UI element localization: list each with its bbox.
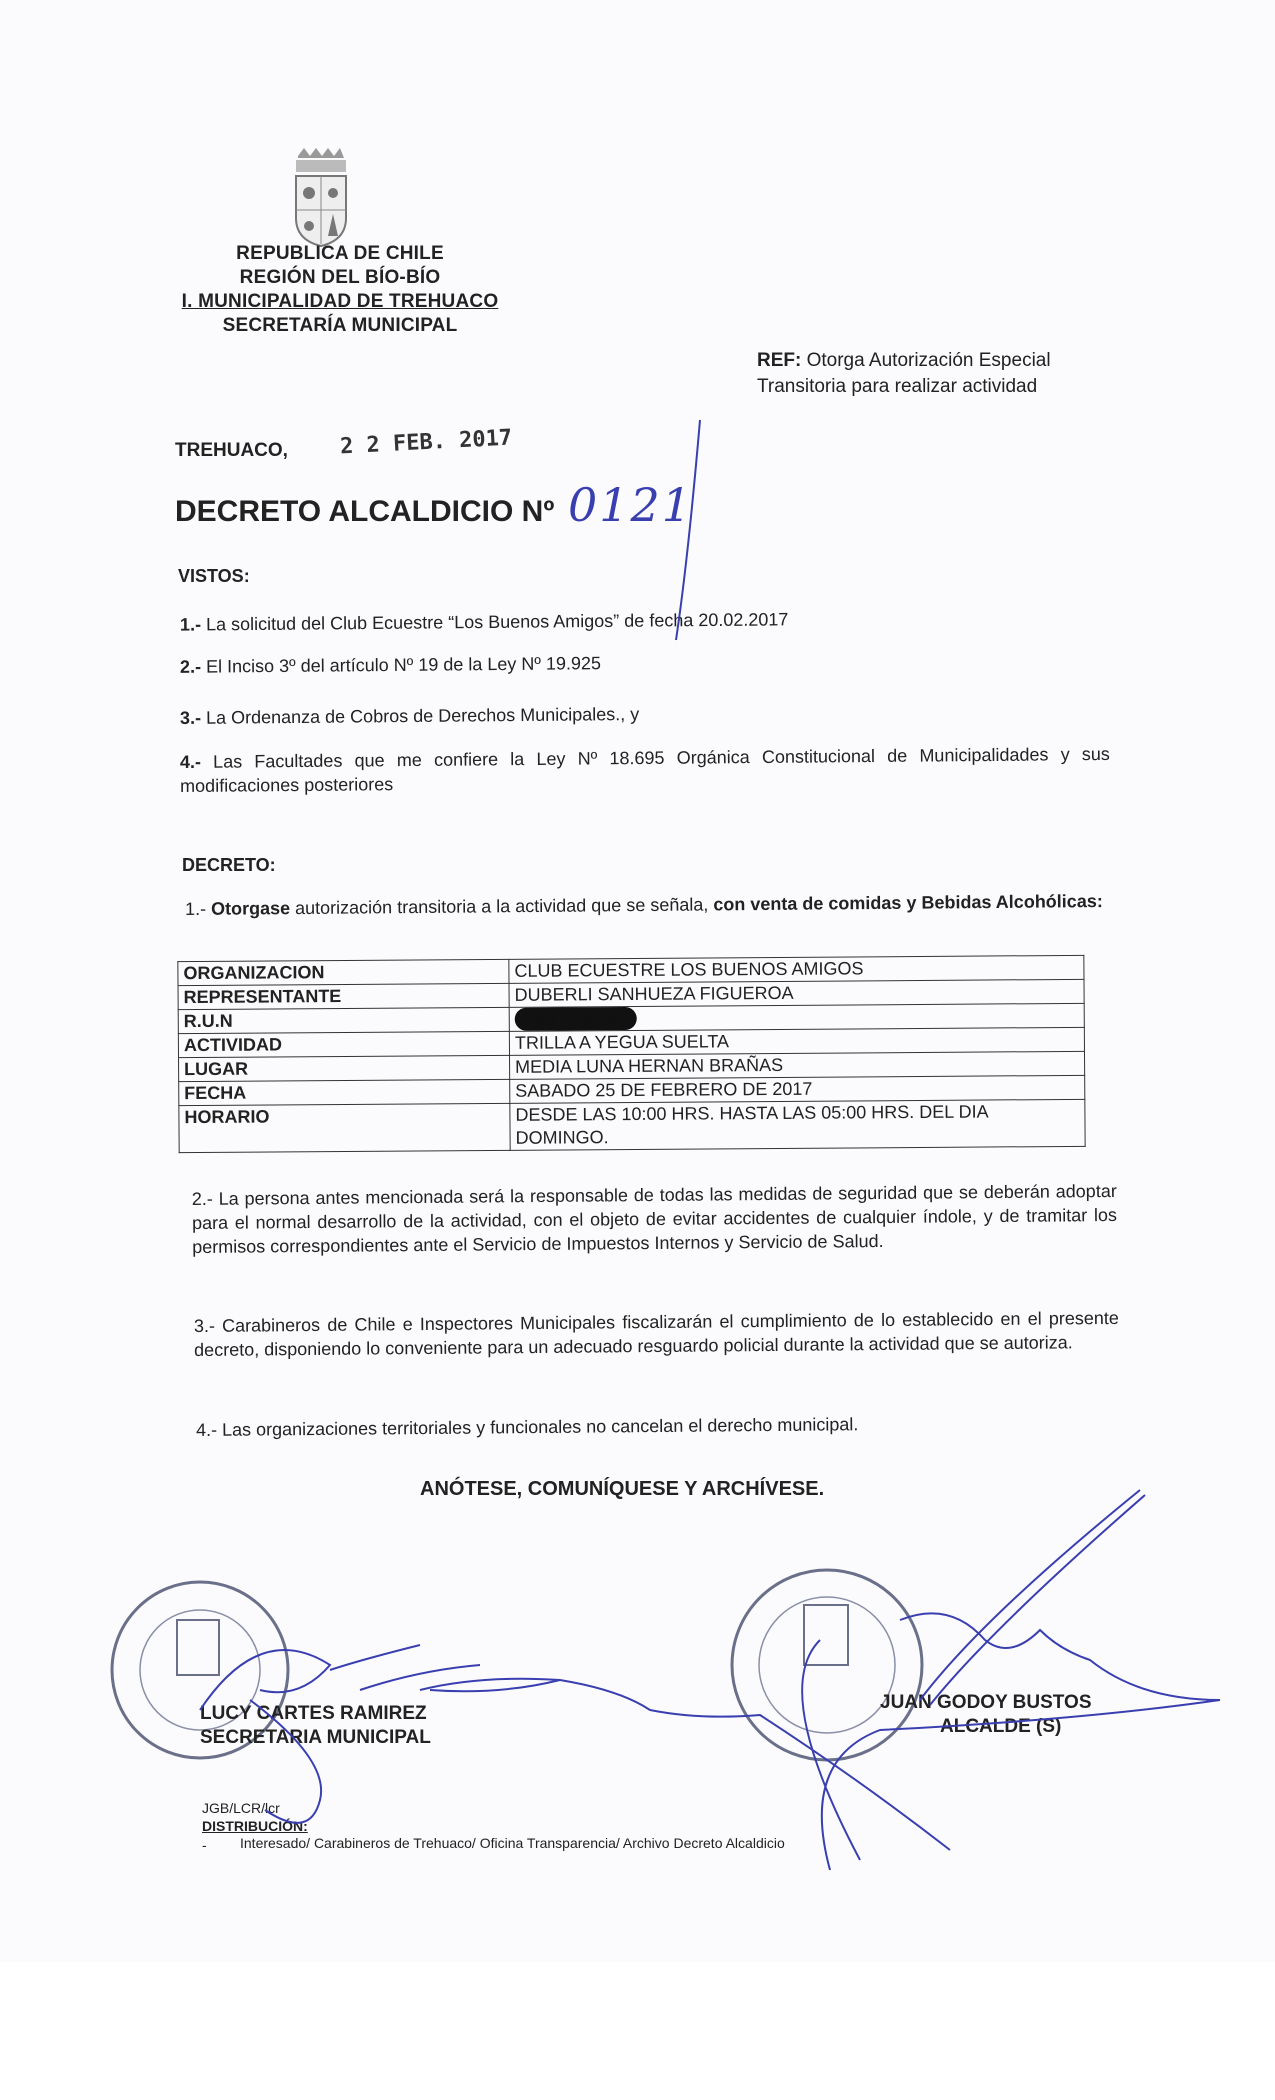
coat-of-arms-icon — [290, 148, 352, 248]
table-value: CLUB ECUESTRE LOS BUENOS AMIGOS — [509, 955, 1084, 983]
item-text: El Inciso 3º del artículo Nº 19 de la Ley Nº 19.925 — [205, 653, 602, 677]
visto-item-4 — [180, 742, 1110, 798]
secretary-name: LUCY CARTES RAMIREZ — [200, 1703, 427, 1724]
decreto-paragraph-3: 3.- Carabineros de Chile e Inspectores Municipales fiscalizarán el cumplimiento de lo establecido en el presente decreto, disponiendo lo conveniente para un adecuado resguardo policial durante la actividad que se autoriza. — [193, 1307, 1119, 1361]
distribution-list: Interesado/ Carabineros de Trehuaco/ Oficina Transparencia/ Archivo Decreto Alcaldicio — [240, 1835, 785, 1851]
redacted-run: 15.172.319-5 — [515, 1007, 637, 1031]
table-key: HORARIO — [179, 1103, 510, 1152]
distribution-bullet: - — [202, 1837, 207, 1853]
visto-item-3 — [180, 704, 639, 729]
table-key: ACTIVIDAD — [178, 1031, 509, 1057]
header-republic: REPUBLICA DE CHILE — [236, 243, 444, 264]
decreto-paragraph-4: 4.- Las organizaciones territoriales y funcionales no cancelan el derecho municipal. — [195, 1414, 859, 1441]
item-text: La solicitud del Club Ecuestre “Los Buenos Amigos” de fecha 20.02.2017 — [205, 609, 789, 635]
ref-line2: Transitoria para realizar actividad — [757, 376, 1038, 397]
date-stamp: 2 2 FEB. 2017 — [339, 425, 513, 460]
bold-text: con venta de comidas y Bebidas Alcohólicas: — [713, 891, 1103, 915]
paragraph-text: autorización transitoria a la actividad que se señala, — [295, 894, 709, 919]
decreto-heading: DECRETO: — [182, 855, 276, 875]
item-number: 1.- — [179, 614, 202, 635]
item-number: 4.- — [179, 751, 202, 773]
decreto-paragraph-2: 2.- La persona antes mencionada será la responsable de todas las medidas de seguridad que se deberán adoptar para el normal desarrollo de la actividad, con el objeto de evitar accidentes de cualquier índole, y de tramitar los permisos correspondientes ante el Servicio de Impuestos Internos y Servicio de Salud. — [191, 1180, 1118, 1258]
decreto-paragraph-1 — [185, 889, 1110, 921]
header-secretaria: SECRETARÍA MUNICIPAL — [222, 315, 458, 336]
table-key: R.U.N — [178, 1007, 509, 1033]
item-text: Las Facultades que me confiere la Ley Nº 18.695 Orgánica Constitucional de Municipalidades y sus modificaciones posteriores — [180, 743, 1110, 797]
table-key: LUGAR — [179, 1055, 510, 1081]
item-number: 3.- — [179, 707, 202, 729]
table-value: MEDIA LUNA HERNAN BRAÑAS — [510, 1051, 1085, 1079]
ref-label: REF: — [757, 350, 802, 371]
table-key: REPRESENTANTE — [178, 983, 509, 1009]
table-value: TRILLA A YEGUA SUELTA — [509, 1027, 1084, 1055]
decree-number: 0121 — [568, 478, 694, 532]
mayor-title: ALCALDE (S) — [940, 1716, 1062, 1737]
mayor-name: JUAN GODOY BUSTOS — [880, 1692, 1092, 1713]
ref-line1: Otorga Autorización Especial — [806, 350, 1051, 371]
bold-text: Otorgase — [210, 898, 291, 919]
place: TREHUACO, — [175, 440, 288, 461]
visto-item-2 — [180, 653, 601, 678]
paragraph-number: 1.- — [184, 898, 207, 920]
reference — [757, 350, 1051, 372]
item-number: 2.- — [179, 656, 202, 677]
secretary-title: SECRETARIA MUNICIPAL — [200, 1727, 431, 1748]
header-region: REGIÓN DEL BÍO-BÍO — [239, 267, 441, 288]
header-municipality: I. MUNICIPALIDAD DE TREHUACO — [181, 291, 499, 312]
closing-formula: ANÓTESE, COMUNÍQUESE Y ARCHÍVESE. — [420, 1478, 825, 1500]
table-key: ORGANIZACION — [178, 959, 509, 985]
initials: JGB/LCR/lcr — [202, 1800, 280, 1816]
vistos-heading: VISTOS: — [178, 566, 250, 586]
table-value: DESDE LAS 10:00 HRS. HASTA LAS 05:00 HRS. DEL DIA DOMINGO. — [510, 1099, 1085, 1150]
table-row — [179, 1099, 1085, 1152]
item-text: La Ordenanza de Cobros de Derechos Municipales., y — [205, 703, 640, 728]
table-key: FECHA — [179, 1079, 510, 1105]
distribution-label: DISTRIBUCIÓN: — [202, 1818, 308, 1834]
mayor-stamp-icon — [722, 1560, 932, 1770]
page-title: DECRETO ALCALDICIO Nº — [175, 495, 555, 528]
table-value: SABADO 25 DE FEBRERO DE 2017 — [510, 1075, 1085, 1103]
visto-item-1 — [180, 609, 789, 635]
activity-table — [177, 955, 1085, 1153]
table-value: DUBERLI SANHUEZA FIGUEROA — [509, 979, 1084, 1007]
